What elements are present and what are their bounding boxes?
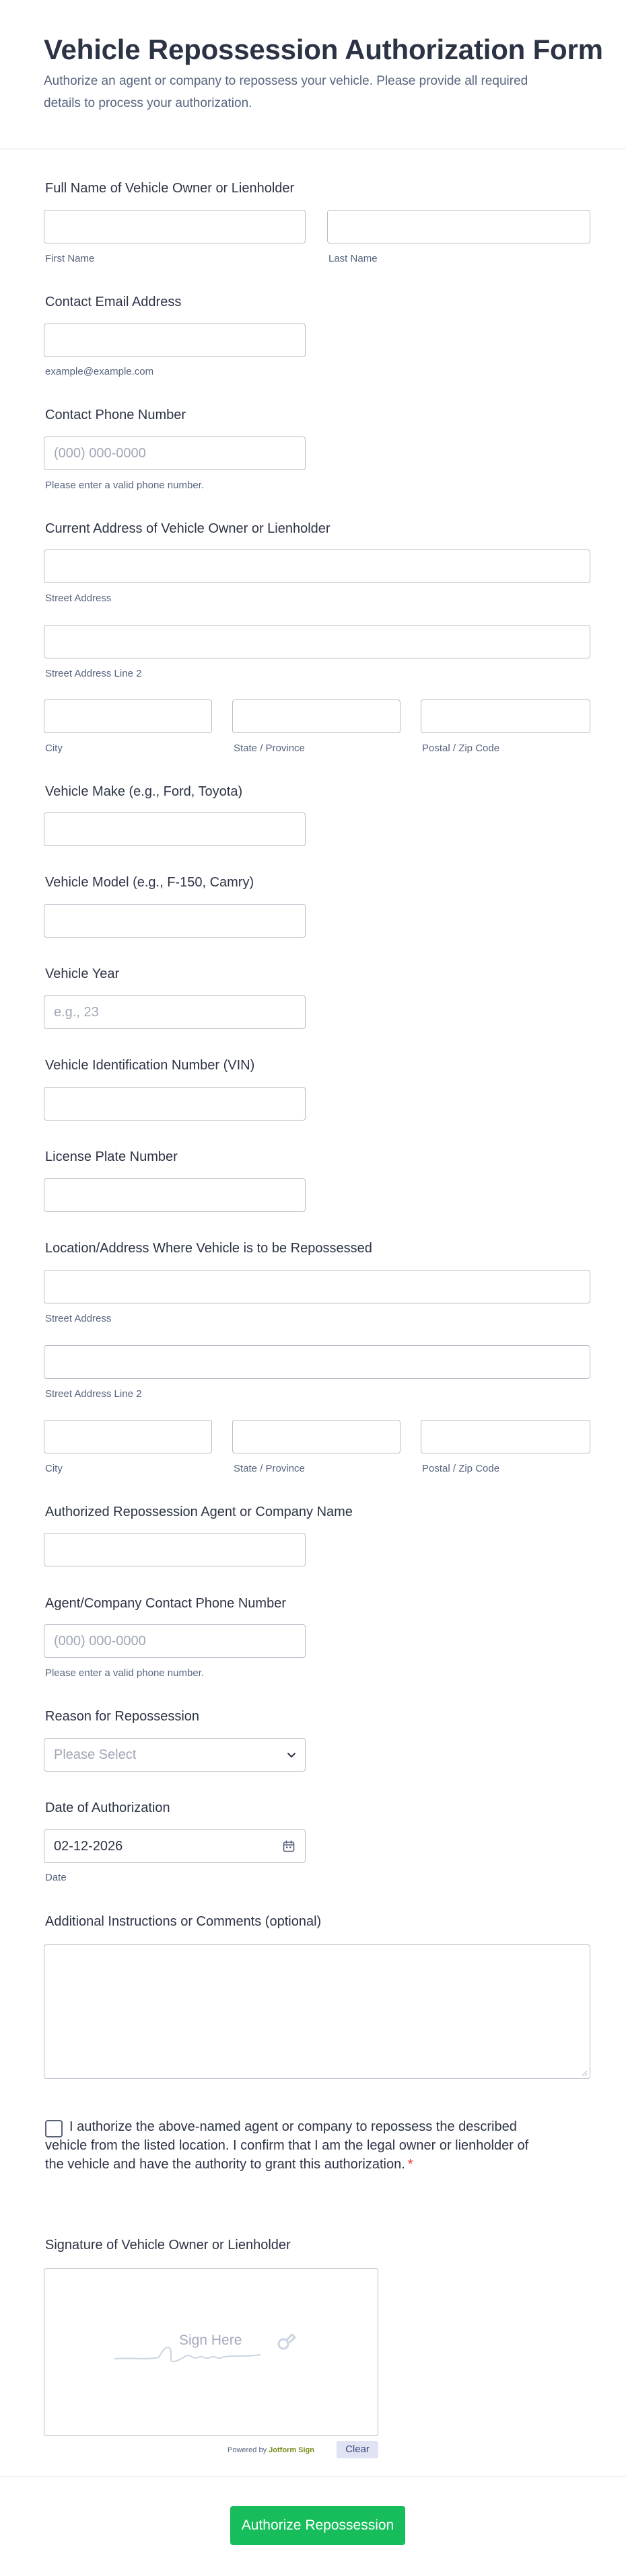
reason-label: Reason for Repossession <box>45 1709 200 1724</box>
year-label: Vehicle Year <box>45 967 120 981</box>
address-street-sublabel: Street Address <box>45 593 112 604</box>
address-street-input[interactable] <box>44 550 590 583</box>
phone-input[interactable] <box>44 437 306 470</box>
address-label: Current Address of Vehicle Owner or Lienholder <box>45 521 331 536</box>
consent-label <box>45 2117 543 2174</box>
year-placeholder: e.g., 23 <box>54 1005 99 1020</box>
agent-phone-sublabel: Please enter a valid phone number. <box>45 1667 204 1679</box>
chevron-down-icon <box>286 1749 297 1760</box>
email-field[interactable] <box>44 324 306 357</box>
address-city-sublabel: City <box>45 743 63 754</box>
plate-input[interactable] <box>44 1178 306 1212</box>
pen-icon <box>273 2329 298 2353</box>
location-label: Location/Address Where Vehicle is to be Repossessed <box>45 1241 372 1256</box>
address-city-input[interactable] <box>44 699 212 733</box>
form-header <box>0 0 626 149</box>
signature-placeholder: Sign Here <box>179 2333 242 2348</box>
signature-pad[interactable] <box>44 2268 378 2436</box>
location-state-sublabel: State / Province <box>234 1463 305 1474</box>
first-name-sublabel: First Name <box>45 253 95 264</box>
make-input[interactable] <box>44 812 306 846</box>
vin-label: Vehicle Identification Number (VIN) <box>45 1058 255 1073</box>
page-subtitle: Authorize an agent or company to repossess your vehicle. Please provide all required details to process your authorization. <box>44 74 528 110</box>
vin-input[interactable] <box>44 1087 306 1121</box>
required-asterisk: * <box>407 2157 413 2172</box>
signature-label: Signature of Vehicle Owner or Lienholder <box>45 2238 291 2252</box>
resize-handle-icon[interactable] <box>580 2068 588 2076</box>
agent-input[interactable] <box>44 1533 306 1566</box>
date-label: Date of Authorization <box>45 1801 170 1815</box>
phone-placeholder: (000) 000-0000 <box>54 446 146 461</box>
address-zip-sublabel: Postal / Zip Code <box>422 743 500 754</box>
model-input[interactable] <box>44 904 306 938</box>
date-input[interactable] <box>44 1829 306 1863</box>
last-name-input[interactable] <box>327 210 590 243</box>
page-title: Vehicle Repossession Authorization Form <box>44 34 603 65</box>
comments-textarea[interactable] <box>44 1944 590 2079</box>
location-street2-sublabel: Street Address Line 2 <box>45 1388 142 1400</box>
address-state-sublabel: State / Province <box>234 743 305 754</box>
date-value: 02-12-2026 <box>54 1839 123 1854</box>
location-street-input[interactable] <box>44 1270 590 1303</box>
location-zip-sublabel: Postal / Zip Code <box>422 1463 500 1474</box>
make-label: Vehicle Make (e.g., Ford, Toyota) <box>45 784 243 799</box>
calendar-icon[interactable] <box>282 1840 295 1853</box>
email-label: Contact Email Address <box>45 295 182 309</box>
phone-label: Contact Phone Number <box>45 408 186 422</box>
location-street2-input[interactable] <box>44 1345 590 1379</box>
address-street2-input[interactable] <box>44 625 590 658</box>
phone-sublabel: Please enter a valid phone number. <box>45 480 204 491</box>
agent-phone-placeholder: (000) 000-0000 <box>54 1634 146 1649</box>
location-city-sublabel: City <box>45 1463 63 1474</box>
consent-text: I authorize the above-named agent or company to repossess the described vehicle from the listed location. I confirm that I am the legal owner or lienholder of the vehicle and have the authority to grant this authorization. <box>45 2119 529 2172</box>
plate-label: License Plate Number <box>45 1149 178 1164</box>
location-state-input[interactable] <box>232 1420 401 1453</box>
reason-placeholder: Please Select <box>54 1747 137 1762</box>
agent-phone-input[interactable] <box>44 1624 306 1658</box>
address-state-input[interactable] <box>232 699 401 733</box>
agent-phone-label: Agent/Company Contact Phone Number <box>45 1596 286 1611</box>
reason-select[interactable] <box>44 1738 306 1772</box>
location-street-sublabel: Street Address <box>45 1313 112 1324</box>
powered-by-prefix: Powered by <box>228 2446 267 2454</box>
address-zip-input[interactable] <box>421 699 590 733</box>
agent-label: Authorized Repossession Agent or Company Name <box>45 1505 353 1519</box>
clear-signature-button[interactable]: Clear <box>337 2441 378 2458</box>
powered-by-brand: Jotform Sign <box>269 2446 314 2454</box>
comments-label: Additional Instructions or Comments (optional) <box>45 1914 322 1929</box>
location-city-input[interactable] <box>44 1420 212 1453</box>
model-label: Vehicle Model (e.g., F-150, Camry) <box>45 875 254 890</box>
powered-by <box>228 2446 314 2454</box>
address-street2-sublabel: Street Address Line 2 <box>45 668 142 679</box>
submit-button[interactable]: Authorize Repossession <box>230 2506 405 2545</box>
email-sublabel: example@example.com <box>45 366 154 377</box>
owner-name-label: Full Name of Vehicle Owner or Lienholder <box>45 181 295 196</box>
year-input[interactable] <box>44 995 306 1029</box>
first-name-input[interactable] <box>44 210 306 243</box>
last-name-sublabel: Last Name <box>328 253 378 264</box>
date-sublabel: Date <box>45 1872 67 1883</box>
location-zip-input[interactable] <box>421 1420 590 1453</box>
